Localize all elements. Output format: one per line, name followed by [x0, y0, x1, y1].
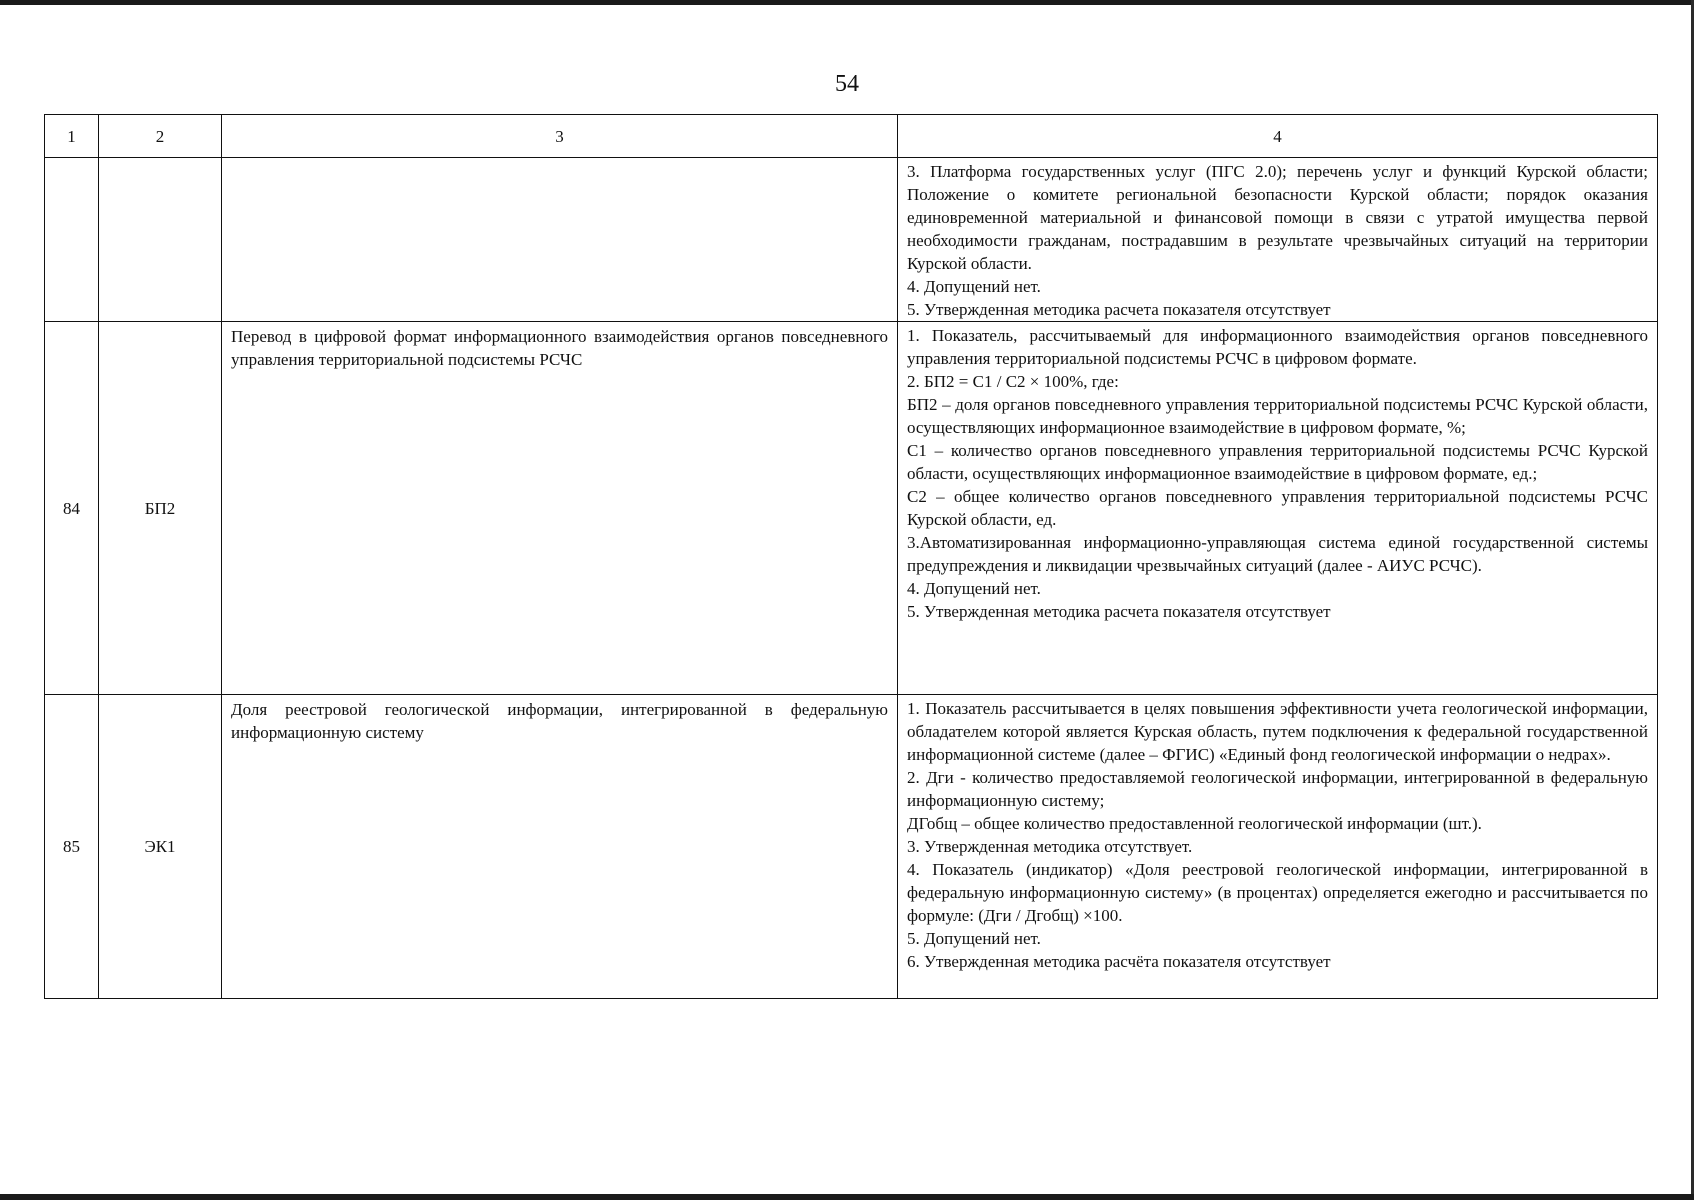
description-paragraph: 2. БП2 = С1 / С2 × 100%, где:: [907, 372, 1119, 391]
indicator-name-cell: Доля реестровой геологической информации, интегрированной в федеральную информационную систему: [222, 695, 898, 999]
indicator-code-cell: ЭК1: [99, 695, 222, 999]
indicator-description-cell: [898, 322, 1658, 695]
row-number-cell: [45, 158, 99, 322]
description-paragraph: 1. Показатель рассчитывается в целях повышения эффективности учета геологической информации, обладателем которой является Курская область, путем подключения к федеральной государственной информационной системе (далее – ФГИС) «Единый фонд геологической информации о недрах».: [907, 699, 1648, 764]
row-number-cell: 84: [45, 322, 99, 695]
description-paragraph: 3. Утвержденная методика отсутствует.: [907, 837, 1193, 856]
description-paragraph: 5. Допущений нет.: [907, 929, 1041, 948]
indicator-code-cell: [99, 158, 222, 322]
description-paragraph: 2. Дги - количество предоставляемой геологической информации, интегрированной в федеральную информационную систему;: [907, 768, 1648, 810]
description-paragraph: 1. Показатель, рассчитываемый для информационного взаимодействия органов повседневного управления территориальной подсистемы РСЧС в цифровом формате.: [907, 326, 1648, 368]
table-row: [45, 695, 1658, 999]
description-paragraph: 3.Автоматизированная информационно-управляющая система единой государственной системы предупреждения и ликвидации чрезвычайных ситуаций (далее - АИУС РСЧС).: [907, 533, 1648, 575]
description-paragraph: С1 – количество органов повседневного управления территориальной подсистемы РСЧС Курской области, осуществляющих информационное взаимодействие в цифровом формате, ед.;: [907, 441, 1648, 483]
indicator-code-cell: БП2: [99, 322, 222, 695]
indicator-name-cell: [222, 158, 898, 322]
scan-border-top: [0, 0, 1694, 5]
description-paragraph: 3. Платформа государственных услуг (ПГС 2.0); перечень услуг и функций Курской области; Положение о комитете региональной безопасности Курской области; порядок оказания единовременной материальной и финансовой помощи в связи с утратой имущества первой необходимости гражданам, пострадавшим в результате чрезвычайных ситуаций на территории Курской области.: [907, 162, 1648, 273]
scan-border-bottom: [0, 1194, 1694, 1200]
row-number-cell: 85: [45, 695, 99, 999]
description-paragraph: 5. Утвержденная методика расчета показателя отсутствует: [907, 300, 1331, 319]
column-header: 4: [898, 115, 1658, 158]
table-row: [45, 322, 1658, 695]
table-header-row: [45, 115, 1658, 158]
column-header: 3: [222, 115, 898, 158]
page-number: 54: [835, 71, 859, 97]
table-row: [45, 158, 1658, 322]
description-paragraph: 5. Утвержденная методика расчета показателя отсутствует: [907, 602, 1331, 621]
column-header: 1: [45, 115, 99, 158]
description-paragraph: 4. Допущений нет.: [907, 277, 1041, 296]
indicator-name-cell: Перевод в цифровой формат информационного взаимодействия органов повседневного управления территориальной подсистемы РСЧС: [222, 322, 898, 695]
indicator-description-cell: [898, 695, 1658, 999]
indicator-description-cell: [898, 158, 1658, 322]
description-paragraph: ДГобщ – общее количество предоставленной геологической информации (шт.).: [907, 814, 1482, 833]
column-header: 2: [99, 115, 222, 158]
indicators-table: [44, 114, 1658, 999]
description-paragraph: С2 – общее количество органов повседневного управления территориальной подсистемы РСЧС Курской области, ед.: [907, 487, 1648, 529]
description-paragraph: 6. Утвержденная методика расчёта показателя отсутствует: [907, 952, 1331, 971]
description-paragraph: 4. Показатель (индикатор) «Доля реестровой геологической информации, интегрированной в федеральную информационную систему» (в процентах) определяется ежегодно и рассчитывается по формуле: (Дги / Дгобщ) ×100.: [907, 860, 1648, 925]
description-paragraph: 4. Допущений нет.: [907, 579, 1041, 598]
description-paragraph: БП2 – доля органов повседневного управления территориальной подсистемы РСЧС Курской области, осуществляющих информационное взаимодействие в цифровом формате, %;: [907, 395, 1648, 437]
